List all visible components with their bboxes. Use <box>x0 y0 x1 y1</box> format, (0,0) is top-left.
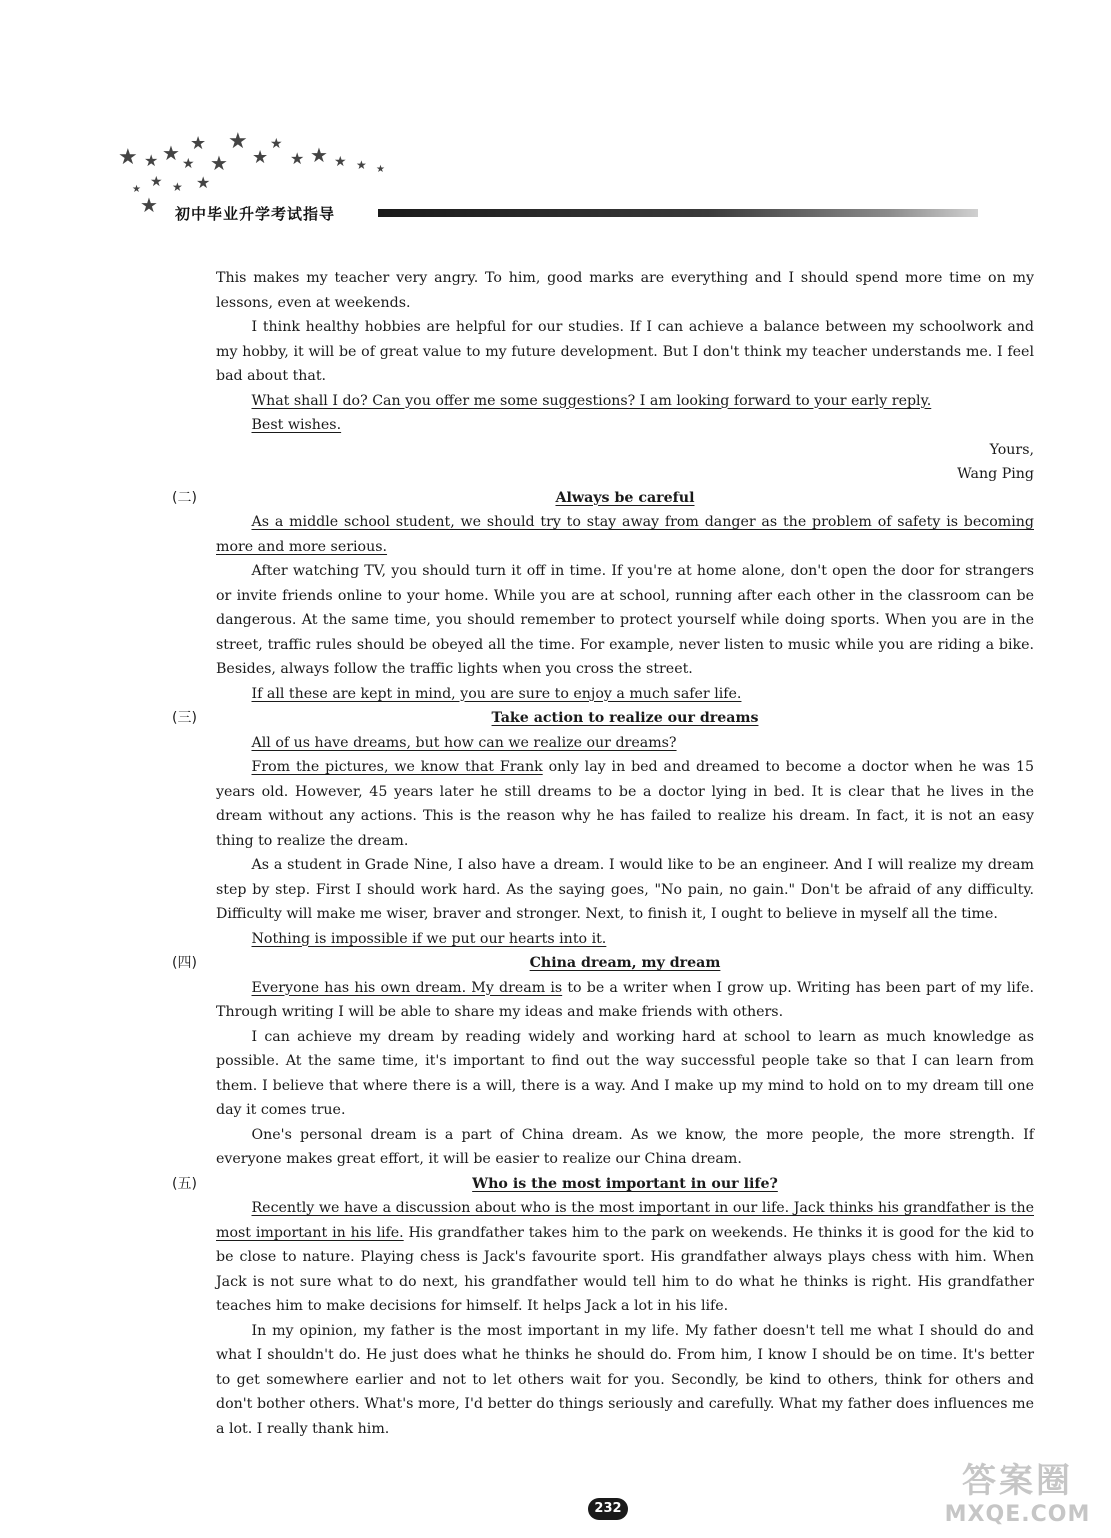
underlined-sentence: All of us have dreams, but how can we realize our dreams? <box>251 734 677 751</box>
section-4 <box>172 951 1034 1172</box>
section-5 <box>172 1172 1034 1442</box>
paragraph: From the pictures, we know that Frank only lay in bed and dreamed to become a doctor when he was 15 years old. However, 45 years later he still dreams to be a doctor lying in bed. It is clear that he lives in the dream without any actions. This is the reason why he has failed to realize his dream. In fact, it is not an easy thing to realize the dream. <box>216 759 1034 849</box>
paragraph: I can achieve my dream by reading widely and working hard at school to learn as much knowledge as possible. At the same time, it's important to find out the way successful people take so that I can learn from them. I believe that where there is a will, there is a way. And I make up my mind to hold on to my dream till one day it comes true. <box>216 1028 1034 1118</box>
section-title: China dream, my dream <box>529 955 721 971</box>
underlined-sentence: Nothing is impossible if we put our hearts into it. <box>251 930 607 947</box>
letter-signature: Wang Ping <box>957 465 1034 482</box>
paragraph <box>216 682 1034 707</box>
underlined-sentence: Best wishes. <box>251 417 342 433</box>
section-title: Take action to realize our dreams <box>491 710 759 726</box>
page-header <box>0 0 1111 240</box>
paragraph: I think healthy hobbies are helpful for our studies. If I can achieve a balance between my schoolwork and my hobby, it will be of great value to my future development. But I don't think my teacher understands me. I feel bad about that. <box>216 319 1034 384</box>
section-2 <box>172 486 1034 707</box>
header-rule <box>378 209 978 217</box>
paragraph <box>216 927 1034 952</box>
star-cluster-icon: ★ ★ ★ ★ ★ ★ ★ ★ ★ ★ ★ ★ ★ ★ ★ ★ ★ ★ ★ <box>118 129 385 217</box>
essay-content <box>172 266 1034 1441</box>
paragraph: One's personal dream is a part of China dream. As we know, the more people, the more strength. If everyone makes great effort, it will be easier to realize our China dream. <box>216 1126 1034 1167</box>
section-label: (五) <box>172 1175 197 1192</box>
section-3 <box>172 706 1034 951</box>
underlined-sentence: What shall I do? Can you offer me some suggestions? I am looking forward to your early reply. <box>251 392 932 409</box>
watermark-text: 答案圈 <box>962 1461 1073 1501</box>
section-label: (三) <box>172 710 197 726</box>
paragraph <box>216 510 1034 559</box>
paragraph: In my opinion, my father is the most important in my life. My father doesn't tell me what I should do and what I shouldn't do. He just does what he thinks he should do. From him, I know I should be on time. It's better to get somewhere earlier and not to let others wait for you. Secondly, be kind to others, think for others and don't bother others. What's more, I'd better do things seriously and carefully. What my father does influences me a lot. I really thank him. <box>216 1322 1034 1437</box>
paragraph: As a student in Grade Nine, I also have a dream. I would like to be an engineer. And I will realize my dream step by step. First I should work hard. As the saying goes, "No pain, no gain." Don't be afraid of any difficulty. Difficulty will make me wiser, braver and stronger. Next, to finish it, I ought to believe in myself all the time. <box>216 857 1034 922</box>
underlined-sentence: From the pictures, we know that Frank <box>251 759 543 775</box>
section-label: (二) <box>172 489 197 506</box>
underlined-sentence: Recently we have a discussion about who is the most important in our life. Jack thinks his grandfather is the most important in his life. <box>216 1200 1034 1241</box>
underlined-sentence: If all these are kept in mind, you are sure to enjoy a much safer life. <box>251 685 742 702</box>
section-title: Always be careful <box>555 489 695 506</box>
paragraph <box>216 413 1034 438</box>
series-title: 初中毕业升学考试指导 <box>175 205 336 223</box>
watermark-logo <box>930 1460 1105 1532</box>
section-title: Who is the most important in our life? <box>472 1175 778 1192</box>
paragraph <box>216 389 1034 414</box>
paragraph: Recently we have a discussion about who is the most important in our life. Jack thinks his grandfather is the most important in his life. His grandfather takes him to the park on weekends. He thinks it is good for the kid to be close to nature. Playing chess is Jack's favourite sport. His grandfather always plays chess with him. When Jack is not sure what to do next, his grandfather would tell him to do what he thinks is right. His grandfather teaches him to make decisions for himself. It helps Jack a lot in his life. <box>216 1200 1034 1314</box>
paragraph <box>216 731 1034 756</box>
underlined-sentence: Everyone has his own dream. My dream is <box>251 979 563 996</box>
underlined-sentence: As a middle school student, we should try to stay away from danger as the problem of safety is becoming more and more serious. <box>216 514 1034 555</box>
watermark-url: MXQE.COM <box>944 1502 1091 1527</box>
paragraph: Everyone has his own dream. My dream is to be a writer when I grow up. Writing has been part of my life. Through writing I will be able to share my ideas and make friends with others. <box>216 979 1034 1020</box>
page-number: 232 <box>588 1498 628 1520</box>
paragraph: After watching TV, you should turn it off in time. If you're at home alone, don't open the door for strangers or invite friends online to your home. While you are at school, running after each other in the classroom can be dangerous. At the same time, you should remember to protect yourself while doing sports. When you are in the street, traffic rules should be obeyed all the time. For example, never listen to music while you are riding a bike. Besides, always follow the traffic lights when you cross the street. <box>216 563 1034 677</box>
section-label: (四) <box>172 955 197 971</box>
letter-closing: Yours, <box>989 441 1034 458</box>
paragraph: This makes my teacher very angry. To him, good marks are everything and I should spend more time on my lessons, even at weekends. <box>216 270 1034 311</box>
section-1 <box>216 266 1034 486</box>
